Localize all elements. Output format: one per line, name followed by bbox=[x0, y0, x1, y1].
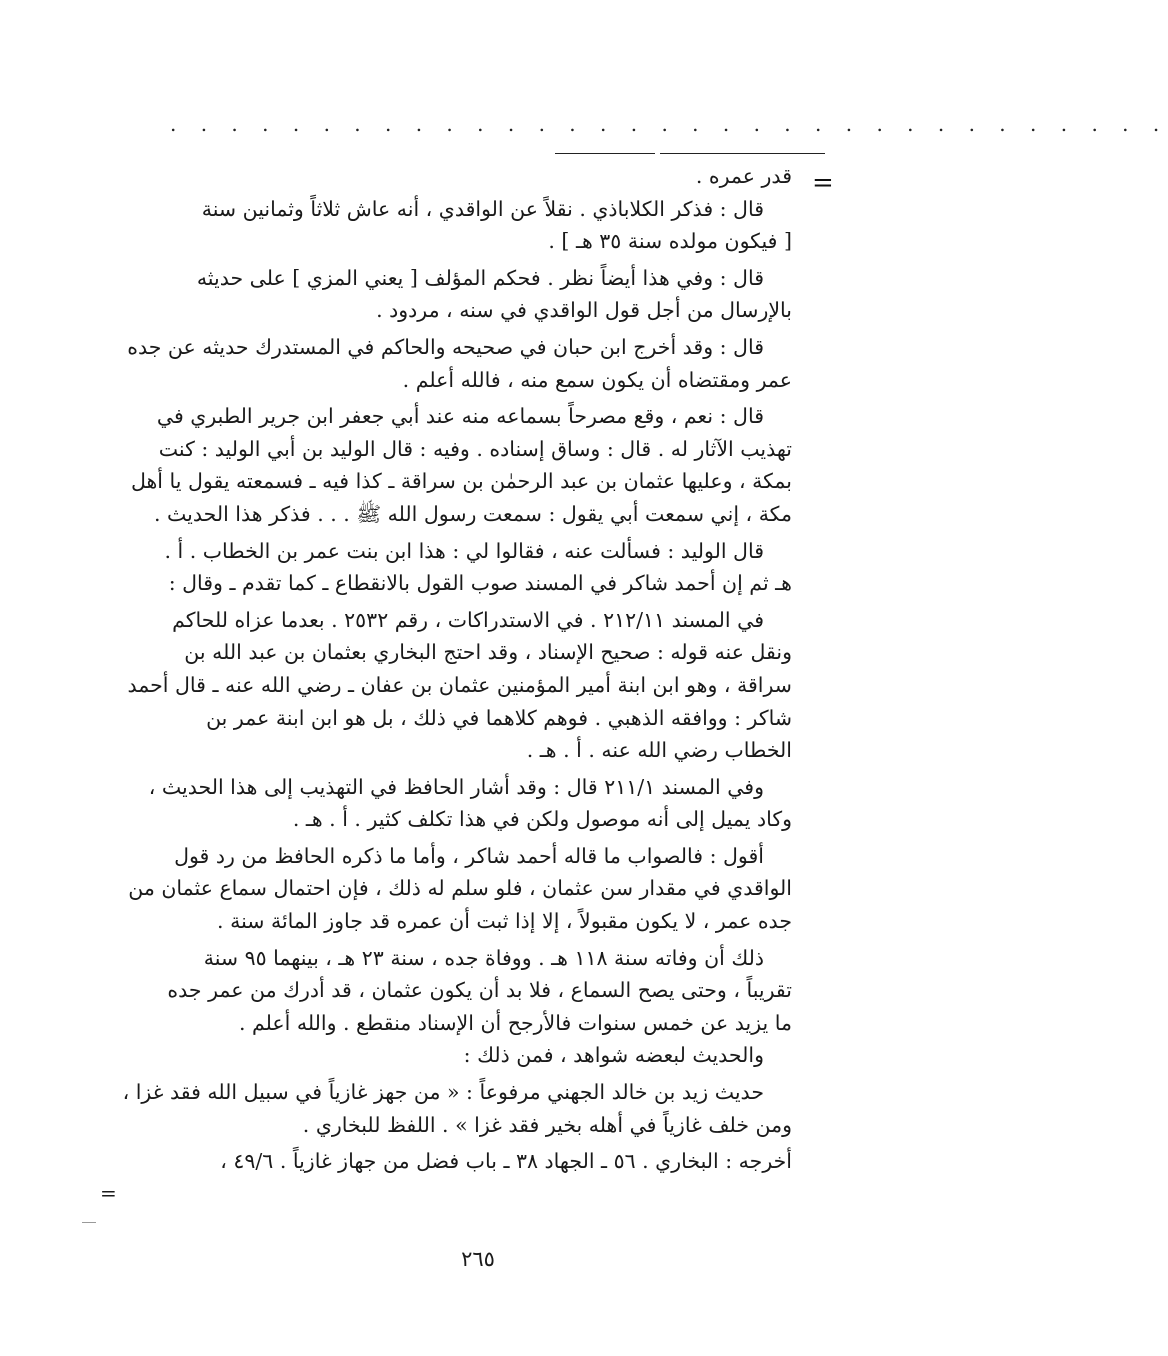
text-line: حديث زيد بن خالد الجهني مرفوعاً : « من جهز غازياً في سبيل الله فقد غزا ، bbox=[122, 1080, 764, 1105]
text-line: أقول : فالصواب ما قاله أحمد شاكر ، وأما ما ذكره الحافظ من رد قول bbox=[174, 843, 764, 868]
text-line: شاكر : ووافقه الذهبي . فوهم كلاهما في ذلك ، بل هو ابن ابنة عمر بن bbox=[206, 705, 792, 730]
footnote-rule-right bbox=[660, 153, 825, 154]
text-line: وكاد يميل إلى أنه موصول ولكن في هذا تكلف كثير . أ . هـ . bbox=[292, 807, 792, 832]
text-line: قدر عمره . bbox=[695, 164, 792, 188]
text-line: هـ ثم إن أحمد شاكر في المسند صوب القول بالانقطاع ـ كما تقدم ـ وقال : bbox=[168, 571, 792, 596]
text-line: [ فيكون مولده سنة ٣٥ هـ ] . bbox=[548, 229, 792, 254]
page-number: ٢٦٥ bbox=[461, 1247, 495, 1271]
continued-mark: = bbox=[100, 1181, 117, 1205]
text-line: ما يزيد عن خمس سنوات فالأرجح أن الإسناد منقطع . والله أعلم . bbox=[238, 1010, 792, 1035]
margin-tick bbox=[82, 1222, 96, 1223]
text-line: ونقل عنه قوله : صحيح الإسناد ، وقد احتج البخاري بعثمان بن عبد الله بن bbox=[184, 640, 792, 665]
text-line: في المسند ٢١٢/١١ . في الاستدراكات ، رقم ٢٥٣٢ . بعدما عزاه للحاكم bbox=[172, 607, 764, 632]
text-line: بمكة ، وعليها عثمان بن عبد الرحمٰن بن سراقة ـ كذا فيه ـ فسمعته يقول يا أهل bbox=[130, 469, 792, 494]
text-line: مكة ، إني سمعت أبي يقول : سمعت رسول الله ﷺ . . . فذكر هذا الحديث . bbox=[153, 501, 792, 526]
continuation-mark: = bbox=[812, 168, 834, 198]
text-line: سراقة ، وهو ابن ابنة أمير المؤمنين عثمان بن عفان ـ رضي الله عنه ـ قال أحمد bbox=[127, 672, 792, 697]
text-line: قال : فذكر الكلاباذي . نقلاً عن الواقدي ، أنه عاش ثلاثاً وثمانين سنة bbox=[201, 196, 764, 221]
text-line: ومن خلف غازياً في أهله بخير فقد غزا » . اللفظ للبخاري . bbox=[302, 1112, 792, 1137]
text-line: قال الوليد : فسألت عنه ، فقالوا لي : هذا ابن بنت عمر بن الخطاب . أ . bbox=[164, 538, 764, 563]
footnote-rule-left bbox=[555, 153, 655, 154]
text-line: أخرجه : البخاري . ٥٦ ـ الجهاد ٣٨ ـ باب فضل من جهاز غازياً . ٤٩/٦ ، bbox=[220, 1149, 792, 1174]
text-line: تهذيب الآثار له . قال : وساق إسناده . وفيه : قال الوليد بن أبي الوليد : كنت bbox=[158, 436, 792, 461]
text-line: الواقدي في مقدار سن عثمان ، فلو سلم له ذلك ، فإن احتمال سماع عثمان من bbox=[128, 876, 792, 901]
text-line: الخطاب رضي الله عنه . أ . هـ . bbox=[526, 738, 792, 763]
dotted-separator: . . . . . . . . . . . . . . . . . . . . . . . . . . . . . . . . . bbox=[170, 112, 1168, 136]
text-line: تقريباً ، وحتى يصح السماع ، فلا بد أن يكون عثمان ، قد أدرك من عمر جده bbox=[167, 978, 792, 1003]
text-line: عمر ومقتضاه أن يكون سمع منه ، فالله أعلم . bbox=[402, 367, 792, 392]
text-line: والحديث لبعضه شواهد ، فمن ذلك : bbox=[463, 1043, 764, 1068]
text-line: جده عمر ، لا يكون مقبولاً ، إلا إذا ثبت أن عمره قد جاوز المائة سنة . bbox=[217, 909, 792, 934]
footnote-body bbox=[122, 160, 792, 1178]
text-line: ذلك أن وفاته سنة ١١٨ هـ . ووفاة جده ، سنة ٢٣ هـ ، بينهما ٩٥ سنة bbox=[203, 945, 764, 970]
text-line: قال : وفي هذا أيضاً نظر . فحكم المؤلف [ يعني المزي ] على حديثه bbox=[196, 265, 764, 290]
text-line: وفي المسند ٢١١/١ قال : وقد أشار الحافظ في التهذيب إلى هذا الحديث ، bbox=[148, 774, 764, 799]
text-line: بالإرسال من أجل قول الواقدي في سنه ، مردود . bbox=[376, 298, 792, 323]
text-line: قال : نعم ، وقع مصرحاً بسماعه منه عند أبي جعفر ابن جرير الطبري في bbox=[156, 404, 764, 429]
text-line: قال : وقد أخرج ابن حبان في صحيحه والحاكم في المستدرك حديثه عن جده bbox=[127, 334, 764, 359]
